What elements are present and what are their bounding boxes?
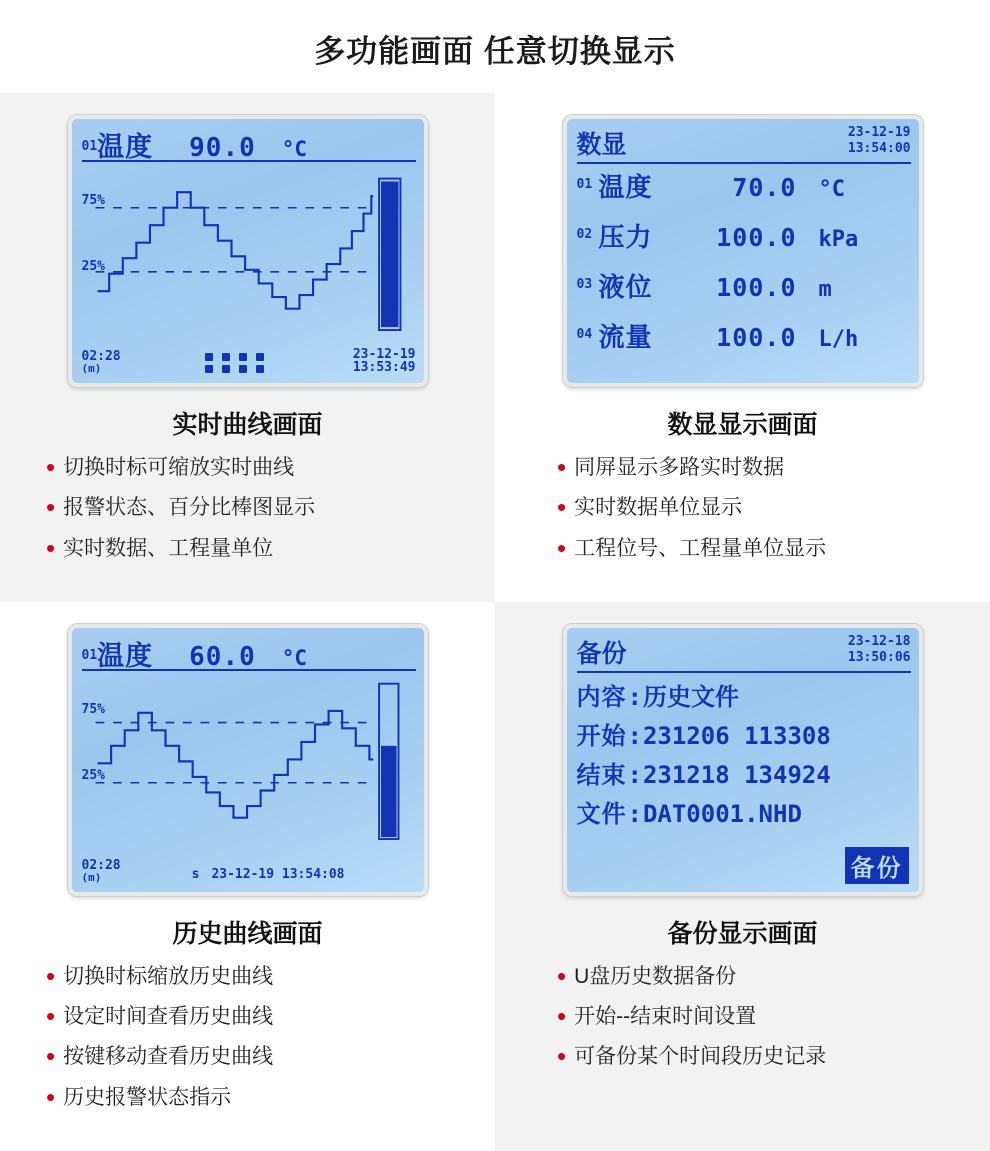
history-timestamp: 23-12-19 13:54:08 bbox=[211, 867, 345, 883]
page-title: 多功能画面 任意切换显示 bbox=[0, 0, 990, 93]
list-item bbox=[557, 452, 990, 482]
backup-header bbox=[577, 634, 911, 670]
feature-text: 实时数据单位显示 bbox=[574, 496, 743, 520]
row-separator: : bbox=[627, 682, 642, 711]
list-item bbox=[46, 492, 495, 523]
bullet-icon: • bbox=[557, 532, 567, 563]
alarm-dot bbox=[222, 353, 230, 361]
row-tag: 液位 bbox=[598, 272, 653, 302]
channel-value: 60.0 bbox=[189, 641, 256, 672]
panel-digital-display bbox=[495, 93, 990, 602]
channel-number: 01 bbox=[81, 647, 98, 663]
gridline-label-25: 25% bbox=[81, 767, 105, 783]
curve-chart bbox=[82, 165, 416, 338]
screen-date: 23-12-18 bbox=[847, 633, 911, 649]
row-key: 开始 bbox=[576, 722, 627, 750]
bullet-icon: • bbox=[46, 532, 56, 563]
bullet-icon: • bbox=[557, 492, 567, 523]
row-value: DAT0001.NHD bbox=[642, 799, 802, 828]
curve-plot-area bbox=[82, 165, 416, 343]
alarm-dot bbox=[256, 365, 264, 373]
feature-text: 报警状态、百分比棒图显示 bbox=[63, 496, 316, 520]
table-row bbox=[577, 267, 911, 317]
row-value: 历史文件 bbox=[642, 682, 739, 711]
table-row bbox=[577, 794, 911, 833]
row-separator: : bbox=[627, 721, 642, 750]
row-unit: m bbox=[818, 277, 832, 302]
row-index: 02 bbox=[576, 227, 593, 242]
feature-text: 设定时间查看历史曲线 bbox=[63, 1005, 274, 1028]
row-value: 100.0 bbox=[716, 323, 797, 352]
row-index: 04 bbox=[576, 327, 593, 342]
time-span: 02:28 bbox=[81, 348, 121, 364]
table-row bbox=[577, 317, 911, 367]
alarm-dot bbox=[205, 365, 213, 373]
panel-caption: 数显显示画面 bbox=[667, 411, 818, 439]
row-unit: L/h bbox=[818, 327, 859, 352]
list-item bbox=[557, 532, 990, 563]
bullet-icon: • bbox=[557, 452, 567, 482]
panel-realtime-curve bbox=[0, 93, 495, 602]
gridline-label-25: 25% bbox=[81, 259, 105, 274]
panel-grid bbox=[0, 93, 990, 1151]
screen-datetime bbox=[848, 634, 911, 667]
table-row bbox=[577, 716, 911, 755]
backup-button[interactable]: 备份 bbox=[845, 847, 909, 884]
gridline-label-75: 75% bbox=[81, 701, 105, 717]
gridline-label-75: 75% bbox=[81, 193, 105, 208]
screen-clock: 13:53:49 bbox=[352, 360, 416, 376]
row-key: 结束 bbox=[576, 761, 627, 789]
table-row bbox=[577, 217, 911, 267]
alarm-status-dots bbox=[205, 353, 269, 375]
row-tag: 压力 bbox=[598, 222, 653, 252]
row-value: 100.0 bbox=[716, 223, 797, 252]
feature-list bbox=[495, 960, 990, 1072]
feature-text: 可备份某个时间段历史记录 bbox=[574, 1045, 827, 1069]
row-value: 70.0 bbox=[732, 173, 797, 202]
feature-text: 同屏显示多路实时数据 bbox=[574, 456, 785, 479]
scale-mark: s bbox=[191, 867, 200, 883]
table-row bbox=[577, 677, 911, 716]
bullet-icon: • bbox=[46, 452, 56, 482]
curve-header bbox=[81, 125, 416, 163]
alarm-dot bbox=[256, 353, 264, 361]
lcd-screen-history[interactable] bbox=[68, 624, 428, 896]
channel-tag: 温度 bbox=[97, 640, 154, 671]
channel-number: 01 bbox=[81, 139, 98, 154]
header-divider bbox=[577, 162, 911, 164]
row-value: 231206 113308 bbox=[642, 721, 831, 750]
channel-unit: °C bbox=[281, 645, 308, 670]
row-value: 100.0 bbox=[716, 273, 797, 302]
row-tag: 温度 bbox=[598, 172, 653, 202]
list-item bbox=[46, 532, 495, 563]
screen-clock: 13:50:06 bbox=[847, 650, 911, 665]
list-item bbox=[46, 452, 495, 482]
list-item bbox=[46, 1081, 495, 1112]
alarm-dot bbox=[239, 353, 247, 361]
screen-date: 23-12-19 bbox=[352, 346, 416, 362]
feature-text: 按键移动查看历史曲线 bbox=[63, 1045, 274, 1069]
lcd-screen-digital[interactable] bbox=[563, 115, 923, 387]
row-key: 文件 bbox=[576, 800, 627, 828]
lcd-screen-realtime[interactable] bbox=[68, 115, 428, 387]
screen-datetime bbox=[848, 125, 911, 158]
header-divider bbox=[577, 671, 911, 673]
bullet-icon: • bbox=[46, 492, 56, 523]
row-separator: : bbox=[627, 760, 642, 789]
feature-text: 切换时标缩放历史曲线 bbox=[63, 964, 274, 988]
list-item bbox=[557, 1001, 990, 1031]
curve-header bbox=[81, 634, 416, 672]
row-value: 231218 134924 bbox=[642, 760, 831, 789]
panel-history-curve bbox=[0, 602, 495, 1151]
time-span: 02:28 bbox=[81, 857, 121, 873]
feature-text: 工程位号、工程量单位显示 bbox=[574, 536, 827, 560]
table-row bbox=[577, 755, 911, 794]
time-unit: (m) bbox=[81, 362, 102, 376]
list-item bbox=[46, 1001, 495, 1031]
bullet-icon: • bbox=[557, 960, 567, 991]
bullet-icon: • bbox=[46, 1081, 56, 1112]
screen-date: 23-12-19 bbox=[847, 125, 911, 140]
table-row bbox=[577, 167, 911, 217]
curve-footer bbox=[82, 859, 416, 884]
alarm-dot bbox=[239, 365, 247, 373]
feature-list bbox=[0, 452, 495, 563]
curve-plot-area bbox=[82, 674, 416, 852]
channel-value: 90.0 bbox=[189, 133, 256, 163]
panel-caption: 历史曲线画面 bbox=[172, 919, 323, 948]
panel-backup-display bbox=[495, 602, 990, 1151]
lcd-screen-backup[interactable] bbox=[563, 624, 923, 896]
feature-text: U盘历史数据备份 bbox=[574, 964, 737, 988]
row-unit: kPa bbox=[818, 227, 859, 252]
screen-title: 备份 bbox=[576, 639, 627, 668]
digital-header bbox=[577, 125, 911, 161]
row-unit: °C bbox=[818, 177, 845, 202]
feature-text: 切换时标可缩放实时曲线 bbox=[63, 456, 295, 479]
list-item bbox=[557, 492, 990, 523]
time-unit: (m) bbox=[81, 871, 102, 885]
bullet-icon: • bbox=[557, 1001, 567, 1031]
row-key: 内容 bbox=[576, 683, 627, 711]
bullet-icon: • bbox=[557, 1041, 567, 1072]
list-item bbox=[46, 960, 495, 991]
feature-list bbox=[0, 960, 495, 1112]
curve-chart bbox=[82, 674, 416, 847]
bullet-icon: • bbox=[46, 960, 56, 991]
list-item bbox=[46, 1041, 495, 1072]
screen-clock: 13:54:00 bbox=[847, 141, 911, 157]
feature-text: 开始--结束时间设置 bbox=[574, 1005, 757, 1028]
row-index: 01 bbox=[576, 177, 593, 192]
row-index: 03 bbox=[576, 277, 593, 292]
channel-unit: °C bbox=[281, 137, 308, 161]
list-item bbox=[557, 1041, 990, 1072]
bullet-icon: • bbox=[46, 1001, 56, 1031]
screen-title: 数显 bbox=[576, 131, 627, 159]
bullet-icon: • bbox=[46, 1041, 56, 1072]
row-separator: : bbox=[627, 799, 642, 828]
feature-text: 历史报警状态指示 bbox=[63, 1085, 232, 1109]
alarm-dot bbox=[222, 365, 230, 373]
channel-tag: 温度 bbox=[97, 132, 154, 162]
panel-caption: 备份显示画面 bbox=[667, 919, 818, 948]
curve-footer bbox=[82, 348, 416, 375]
feature-text: 实时数据、工程量单位 bbox=[63, 536, 274, 560]
row-tag: 流量 bbox=[598, 322, 653, 352]
feature-list bbox=[495, 452, 990, 563]
panel-caption: 实时曲线画面 bbox=[172, 411, 323, 439]
list-item bbox=[557, 960, 990, 991]
alarm-dot bbox=[205, 353, 213, 361]
